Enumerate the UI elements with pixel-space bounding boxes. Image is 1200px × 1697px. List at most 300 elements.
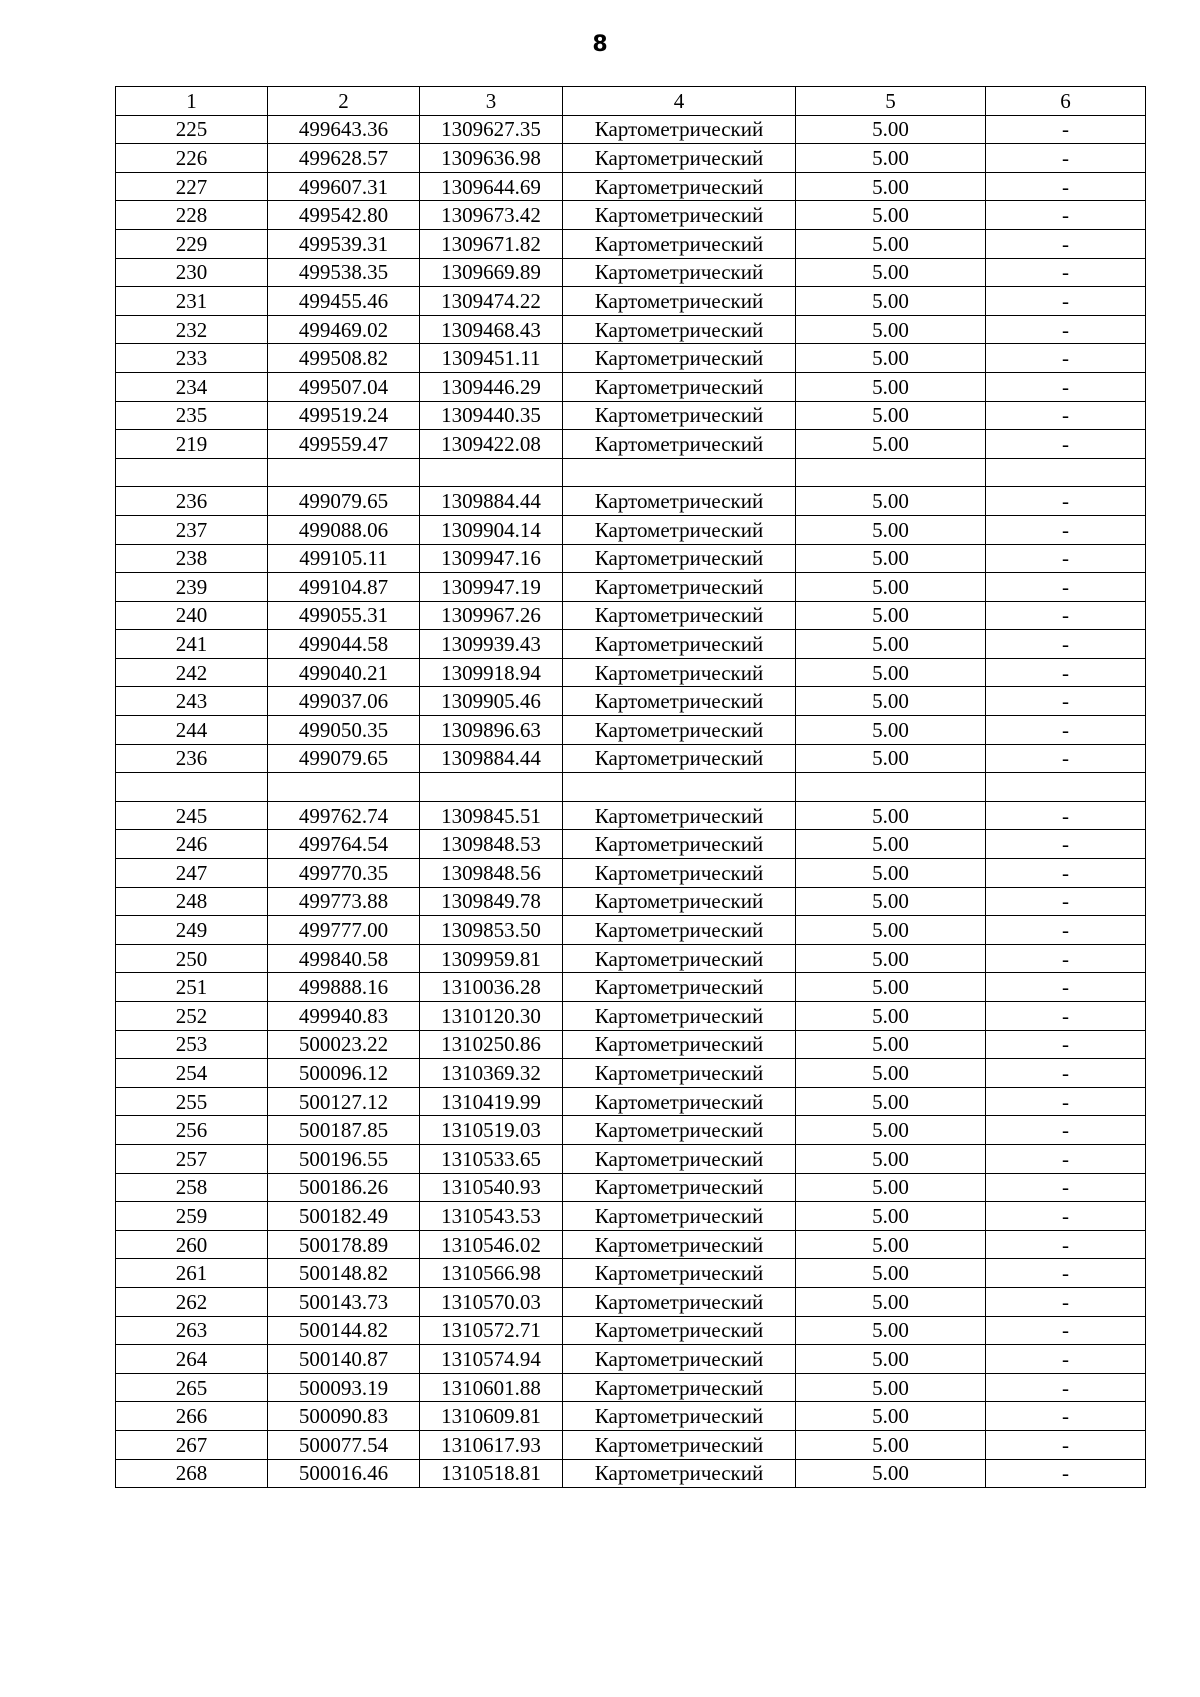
description-cell: - <box>986 601 1146 630</box>
accuracy-cell: 5.00 <box>796 372 986 401</box>
x-coordinate-cell: 499055.31 <box>268 601 420 630</box>
method-cell: Картометрический <box>563 344 796 373</box>
y-coordinate-cell: 1310609.81 <box>420 1402 563 1431</box>
point-number-cell: 254 <box>116 1059 268 1088</box>
description-cell: - <box>986 315 1146 344</box>
table-row <box>116 916 1146 945</box>
table-row <box>116 1202 1146 1231</box>
point-number-cell: 241 <box>116 630 268 659</box>
accuracy-cell: 5.00 <box>796 1087 986 1116</box>
method-cell: Картометрический <box>563 430 796 459</box>
accuracy-cell <box>796 458 986 487</box>
description-cell <box>986 773 1146 802</box>
accuracy-cell: 5.00 <box>796 573 986 602</box>
accuracy-cell: 5.00 <box>796 1345 986 1374</box>
y-coordinate-cell: 1309967.26 <box>420 601 563 630</box>
method-cell: Картометрический <box>563 1002 796 1031</box>
point-number-cell: 236 <box>116 744 268 773</box>
table-separator-row <box>116 458 1146 487</box>
x-coordinate-cell: 499519.24 <box>268 401 420 430</box>
y-coordinate-cell <box>420 773 563 802</box>
x-coordinate-cell: 499773.88 <box>268 887 420 916</box>
table-row <box>116 1287 1146 1316</box>
accuracy-cell: 5.00 <box>796 1144 986 1173</box>
y-coordinate-cell: 1310369.32 <box>420 1059 563 1088</box>
point-number-cell: 245 <box>116 801 268 830</box>
accuracy-cell: 5.00 <box>796 201 986 230</box>
x-coordinate-cell: 499455.46 <box>268 287 420 316</box>
method-cell: Картометрический <box>563 573 796 602</box>
point-number-cell: 236 <box>116 487 268 516</box>
point-number-cell: 248 <box>116 887 268 916</box>
table-body <box>116 87 1146 1488</box>
point-number-cell: 249 <box>116 916 268 945</box>
description-cell: - <box>986 1402 1146 1431</box>
method-cell: Картометрический <box>563 1173 796 1202</box>
point-number-cell: 246 <box>116 830 268 859</box>
y-coordinate-cell: 1309959.81 <box>420 944 563 973</box>
method-cell: Картометрический <box>563 258 796 287</box>
description-cell: - <box>986 515 1146 544</box>
description-cell: - <box>986 1459 1146 1488</box>
table-row <box>116 1430 1146 1459</box>
y-coordinate-cell: 1309636.98 <box>420 144 563 173</box>
accuracy-cell: 5.00 <box>796 1316 986 1345</box>
accuracy-cell: 5.00 <box>796 115 986 144</box>
table-row <box>116 487 1146 516</box>
table-row <box>116 744 1146 773</box>
description-cell: - <box>986 1116 1146 1145</box>
description-cell: - <box>986 830 1146 859</box>
table-row <box>116 144 1146 173</box>
accuracy-cell: 5.00 <box>796 1430 986 1459</box>
coordinates-table <box>115 86 1146 1488</box>
description-cell: - <box>986 801 1146 830</box>
table-row <box>116 973 1146 1002</box>
point-number-cell: 255 <box>116 1087 268 1116</box>
description-cell <box>986 458 1146 487</box>
table-row <box>116 716 1146 745</box>
x-coordinate-cell: 500182.49 <box>268 1202 420 1231</box>
y-coordinate-cell: 1309451.11 <box>420 344 563 373</box>
x-coordinate-cell: 500096.12 <box>268 1059 420 1088</box>
y-coordinate-cell: 1310540.93 <box>420 1173 563 1202</box>
description-cell: - <box>986 1316 1146 1345</box>
accuracy-cell: 5.00 <box>796 401 986 430</box>
x-coordinate-cell: 499607.31 <box>268 172 420 201</box>
x-coordinate-cell: 500178.89 <box>268 1230 420 1259</box>
accuracy-cell: 5.00 <box>796 287 986 316</box>
accuracy-cell: 5.00 <box>796 1459 986 1488</box>
point-number-cell: 227 <box>116 172 268 201</box>
x-coordinate-cell: 500016.46 <box>268 1459 420 1488</box>
description-cell: - <box>986 344 1146 373</box>
accuracy-cell: 5.00 <box>796 916 986 945</box>
table-row <box>116 1459 1146 1488</box>
x-coordinate-cell: 499040.21 <box>268 658 420 687</box>
point-number-cell: 266 <box>116 1402 268 1431</box>
y-coordinate-cell: 1309627.35 <box>420 115 563 144</box>
accuracy-cell: 5.00 <box>796 830 986 859</box>
y-coordinate-cell: 1309896.63 <box>420 716 563 745</box>
x-coordinate-cell: 499538.35 <box>268 258 420 287</box>
y-coordinate-cell: 1309644.69 <box>420 172 563 201</box>
y-coordinate-cell: 1310566.98 <box>420 1259 563 1288</box>
point-number-cell: 265 <box>116 1373 268 1402</box>
description-cell: - <box>986 1430 1146 1459</box>
point-number-cell: 231 <box>116 287 268 316</box>
column-header: 6 <box>986 87 1146 116</box>
accuracy-cell <box>796 773 986 802</box>
table-row <box>116 1087 1146 1116</box>
point-number-cell: 226 <box>116 144 268 173</box>
method-cell: Картометрический <box>563 287 796 316</box>
y-coordinate-cell: 1310574.94 <box>420 1345 563 1374</box>
point-number-cell: 263 <box>116 1316 268 1345</box>
description-cell: - <box>986 172 1146 201</box>
table-row <box>116 544 1146 573</box>
table-row <box>116 1259 1146 1288</box>
accuracy-cell: 5.00 <box>796 658 986 687</box>
table-row <box>116 1030 1146 1059</box>
point-number-cell: 256 <box>116 1116 268 1145</box>
table-header-row <box>116 87 1146 116</box>
x-coordinate-cell: 499539.31 <box>268 229 420 258</box>
description-cell: - <box>986 973 1146 1002</box>
point-number-cell: 244 <box>116 716 268 745</box>
accuracy-cell: 5.00 <box>796 144 986 173</box>
description-cell: - <box>986 859 1146 888</box>
accuracy-cell: 5.00 <box>796 1402 986 1431</box>
point-number-cell: 232 <box>116 315 268 344</box>
y-coordinate-cell: 1310519.03 <box>420 1116 563 1145</box>
y-coordinate-cell: 1310533.65 <box>420 1144 563 1173</box>
method-cell: Картометрический <box>563 1373 796 1402</box>
method-cell: Картометрический <box>563 1459 796 1488</box>
x-coordinate-cell: 499888.16 <box>268 973 420 1002</box>
table-row <box>116 430 1146 459</box>
table-row <box>116 344 1146 373</box>
x-coordinate-cell: 499044.58 <box>268 630 420 659</box>
method-cell: Картометрический <box>563 1202 796 1231</box>
y-coordinate-cell: 1309918.94 <box>420 658 563 687</box>
description-cell: - <box>986 716 1146 745</box>
method-cell: Картометрический <box>563 401 796 430</box>
method-cell: Картометрический <box>563 859 796 888</box>
method-cell: Картометрический <box>563 687 796 716</box>
point-number-cell: 260 <box>116 1230 268 1259</box>
accuracy-cell: 5.00 <box>796 944 986 973</box>
point-number-cell <box>116 773 268 802</box>
table-row <box>116 630 1146 659</box>
column-header: 3 <box>420 87 563 116</box>
table-row <box>116 401 1146 430</box>
description-cell: - <box>986 1144 1146 1173</box>
method-cell: Картометрический <box>563 487 796 516</box>
x-coordinate-cell: 499764.54 <box>268 830 420 859</box>
accuracy-cell: 5.00 <box>796 1230 986 1259</box>
description-cell: - <box>986 1373 1146 1402</box>
y-coordinate-cell: 1310546.02 <box>420 1230 563 1259</box>
x-coordinate-cell: 499628.57 <box>268 144 420 173</box>
x-coordinate-cell: 500077.54 <box>268 1430 420 1459</box>
method-cell: Картометрический <box>563 1230 796 1259</box>
y-coordinate-cell: 1309474.22 <box>420 287 563 316</box>
accuracy-cell: 5.00 <box>796 515 986 544</box>
column-header: 5 <box>796 87 986 116</box>
description-cell: - <box>986 401 1146 430</box>
point-number-cell: 262 <box>116 1287 268 1316</box>
description-cell: - <box>986 229 1146 258</box>
table-row <box>116 1373 1146 1402</box>
description-cell: - <box>986 887 1146 916</box>
description-cell: - <box>986 944 1146 973</box>
accuracy-cell: 5.00 <box>796 1173 986 1202</box>
description-cell: - <box>986 287 1146 316</box>
method-cell: Картометрический <box>563 1402 796 1431</box>
description-cell: - <box>986 1059 1146 1088</box>
y-coordinate-cell: 1309904.14 <box>420 515 563 544</box>
description-cell: - <box>986 544 1146 573</box>
table-row <box>116 1345 1146 1374</box>
x-coordinate-cell: 499050.35 <box>268 716 420 745</box>
accuracy-cell: 5.00 <box>796 1030 986 1059</box>
point-number-cell: 253 <box>116 1030 268 1059</box>
accuracy-cell: 5.00 <box>796 1373 986 1402</box>
description-cell: - <box>986 258 1146 287</box>
y-coordinate-cell: 1310518.81 <box>420 1459 563 1488</box>
method-cell: Картометрический <box>563 1144 796 1173</box>
y-coordinate-cell: 1309884.44 <box>420 487 563 516</box>
x-coordinate-cell: 499940.83 <box>268 1002 420 1031</box>
method-cell: Картометрический <box>563 1087 796 1116</box>
x-coordinate-cell: 499770.35 <box>268 859 420 888</box>
point-number-cell: 228 <box>116 201 268 230</box>
accuracy-cell: 5.00 <box>796 601 986 630</box>
table-row <box>116 315 1146 344</box>
y-coordinate-cell: 1309884.44 <box>420 744 563 773</box>
table-row <box>116 287 1146 316</box>
method-cell: Картометрический <box>563 372 796 401</box>
description-cell: - <box>986 430 1146 459</box>
description-cell: - <box>986 1230 1146 1259</box>
x-coordinate-cell <box>268 773 420 802</box>
x-coordinate-cell: 499105.11 <box>268 544 420 573</box>
method-cell: Картометрический <box>563 1259 796 1288</box>
y-coordinate-cell: 1309669.89 <box>420 258 563 287</box>
x-coordinate-cell: 499840.58 <box>268 944 420 973</box>
method-cell: Картометрический <box>563 830 796 859</box>
y-coordinate-cell: 1310572.71 <box>420 1316 563 1345</box>
y-coordinate-cell: 1310250.86 <box>420 1030 563 1059</box>
point-number-cell: 240 <box>116 601 268 630</box>
accuracy-cell: 5.00 <box>796 1116 986 1145</box>
method-cell: Картометрический <box>563 1116 796 1145</box>
y-coordinate-cell <box>420 458 563 487</box>
description-cell: - <box>986 630 1146 659</box>
point-number-cell: 239 <box>116 573 268 602</box>
method-cell: Картометрический <box>563 515 796 544</box>
table-row <box>116 601 1146 630</box>
accuracy-cell: 5.00 <box>796 859 986 888</box>
description-cell: - <box>986 1202 1146 1231</box>
x-coordinate-cell: 499559.47 <box>268 430 420 459</box>
table-row <box>116 573 1146 602</box>
method-cell: Картометрический <box>563 229 796 258</box>
y-coordinate-cell: 1309849.78 <box>420 887 563 916</box>
table-separator-row <box>116 773 1146 802</box>
accuracy-cell: 5.00 <box>796 801 986 830</box>
x-coordinate-cell: 499037.06 <box>268 687 420 716</box>
accuracy-cell: 5.00 <box>796 487 986 516</box>
table-row <box>116 372 1146 401</box>
x-coordinate-cell: 499643.36 <box>268 115 420 144</box>
x-coordinate-cell: 499104.87 <box>268 573 420 602</box>
description-cell: - <box>986 916 1146 945</box>
table-row <box>116 229 1146 258</box>
table-row <box>116 201 1146 230</box>
method-cell: Картометрический <box>563 887 796 916</box>
table-row <box>116 1116 1146 1145</box>
x-coordinate-cell: 500143.73 <box>268 1287 420 1316</box>
point-number-cell: 259 <box>116 1202 268 1231</box>
point-number-cell: 219 <box>116 430 268 459</box>
accuracy-cell: 5.00 <box>796 344 986 373</box>
point-number-cell: 264 <box>116 1345 268 1374</box>
point-number-cell: 243 <box>116 687 268 716</box>
table-row <box>116 687 1146 716</box>
method-cell: Картометрический <box>563 172 796 201</box>
method-cell <box>563 458 796 487</box>
point-number-cell: 250 <box>116 944 268 973</box>
accuracy-cell: 5.00 <box>796 1287 986 1316</box>
y-coordinate-cell: 1309673.42 <box>420 201 563 230</box>
x-coordinate-cell: 500090.83 <box>268 1402 420 1431</box>
description-cell: - <box>986 1002 1146 1031</box>
point-number-cell: 261 <box>116 1259 268 1288</box>
y-coordinate-cell: 1310419.99 <box>420 1087 563 1116</box>
description-cell: - <box>986 658 1146 687</box>
x-coordinate-cell: 499088.06 <box>268 515 420 544</box>
page-number: 8 <box>592 32 608 57</box>
y-coordinate-cell: 1309947.16 <box>420 544 563 573</box>
accuracy-cell: 5.00 <box>796 258 986 287</box>
table-row <box>116 258 1146 287</box>
table-row <box>116 801 1146 830</box>
description-cell: - <box>986 573 1146 602</box>
table-row <box>116 1402 1146 1431</box>
point-number-cell: 237 <box>116 515 268 544</box>
y-coordinate-cell: 1309905.46 <box>420 687 563 716</box>
description-cell: - <box>986 1259 1146 1288</box>
method-cell: Картометрический <box>563 716 796 745</box>
point-number-cell: 230 <box>116 258 268 287</box>
point-number-cell: 238 <box>116 544 268 573</box>
accuracy-cell: 5.00 <box>796 430 986 459</box>
point-number-cell: 251 <box>116 973 268 1002</box>
method-cell: Картометрический <box>563 1287 796 1316</box>
point-number-cell: 229 <box>116 229 268 258</box>
point-number-cell: 242 <box>116 658 268 687</box>
point-number-cell: 268 <box>116 1459 268 1488</box>
method-cell: Картометрический <box>563 973 796 1002</box>
y-coordinate-cell: 1310617.93 <box>420 1430 563 1459</box>
x-coordinate-cell: 499079.65 <box>268 487 420 516</box>
accuracy-cell: 5.00 <box>796 1202 986 1231</box>
accuracy-cell: 5.00 <box>796 229 986 258</box>
description-cell: - <box>986 1287 1146 1316</box>
method-cell: Картометрический <box>563 1059 796 1088</box>
point-number-cell: 252 <box>116 1002 268 1031</box>
method-cell: Картометрический <box>563 630 796 659</box>
table-row <box>116 1173 1146 1202</box>
accuracy-cell: 5.00 <box>796 1002 986 1031</box>
y-coordinate-cell: 1309440.35 <box>420 401 563 430</box>
point-number-cell <box>116 458 268 487</box>
method-cell: Картометрический <box>563 916 796 945</box>
table-row <box>116 1230 1146 1259</box>
x-coordinate-cell: 499469.02 <box>268 315 420 344</box>
accuracy-cell: 5.00 <box>796 172 986 201</box>
accuracy-cell: 5.00 <box>796 630 986 659</box>
x-coordinate-cell: 500144.82 <box>268 1316 420 1345</box>
table-row <box>116 830 1146 859</box>
description-cell: - <box>986 144 1146 173</box>
table-row <box>116 1059 1146 1088</box>
y-coordinate-cell: 1309468.43 <box>420 315 563 344</box>
x-coordinate-cell: 500187.85 <box>268 1116 420 1145</box>
description-cell: - <box>986 1345 1146 1374</box>
x-coordinate-cell: 499762.74 <box>268 801 420 830</box>
point-number-cell: 233 <box>116 344 268 373</box>
description-cell: - <box>986 487 1146 516</box>
x-coordinate-cell: 499508.82 <box>268 344 420 373</box>
description-cell: - <box>986 372 1146 401</box>
point-number-cell: 235 <box>116 401 268 430</box>
y-coordinate-cell: 1310570.03 <box>420 1287 563 1316</box>
y-coordinate-cell: 1309848.56 <box>420 859 563 888</box>
x-coordinate-cell: 500093.19 <box>268 1373 420 1402</box>
method-cell: Картометрический <box>563 744 796 773</box>
point-number-cell: 267 <box>116 1430 268 1459</box>
y-coordinate-cell: 1310036.28 <box>420 973 563 1002</box>
accuracy-cell: 5.00 <box>796 1059 986 1088</box>
x-coordinate-cell: 499777.00 <box>268 916 420 945</box>
description-cell: - <box>986 744 1146 773</box>
accuracy-cell: 5.00 <box>796 687 986 716</box>
y-coordinate-cell: 1309848.53 <box>420 830 563 859</box>
y-coordinate-cell: 1310120.30 <box>420 1002 563 1031</box>
table-row <box>116 859 1146 888</box>
method-cell: Картометрический <box>563 1316 796 1345</box>
x-coordinate-cell: 499542.80 <box>268 201 420 230</box>
x-coordinate-cell: 499507.04 <box>268 372 420 401</box>
y-coordinate-cell: 1309845.51 <box>420 801 563 830</box>
table-row <box>116 115 1146 144</box>
method-cell: Картометрический <box>563 115 796 144</box>
accuracy-cell: 5.00 <box>796 887 986 916</box>
method-cell: Картометрический <box>563 801 796 830</box>
table-row <box>116 1144 1146 1173</box>
table-row <box>116 944 1146 973</box>
column-header: 4 <box>563 87 796 116</box>
table-row <box>116 887 1146 916</box>
x-coordinate-cell <box>268 458 420 487</box>
method-cell: Картометрический <box>563 544 796 573</box>
point-number-cell: 234 <box>116 372 268 401</box>
y-coordinate-cell: 1309422.08 <box>420 430 563 459</box>
y-coordinate-cell: 1309939.43 <box>420 630 563 659</box>
